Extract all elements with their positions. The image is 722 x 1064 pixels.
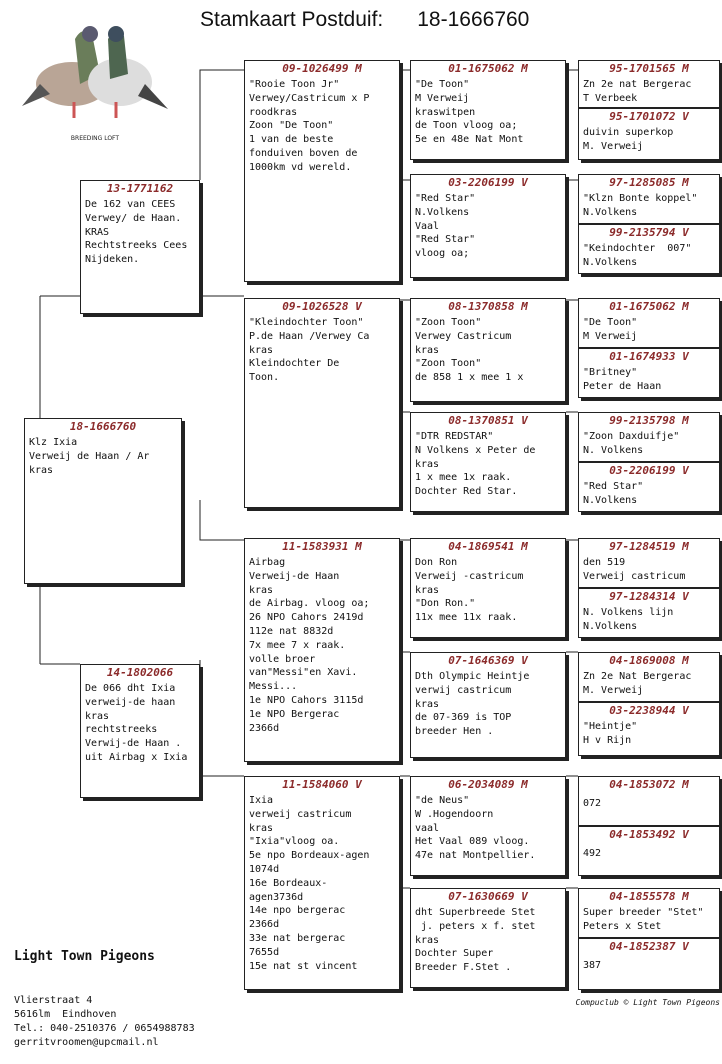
pigeon-info: "Rooie Toon Jr" Verwey/Castricum x P roodkras Zoon "De Toon" 1 van de beste fonduiven boven de 1000km vd wereld. [249, 79, 370, 173]
ring-number: 14-1802066 [106, 666, 174, 679]
pigeon-card-gen3-8 [410, 888, 566, 988]
pigeon-card-gen3-2 [410, 174, 566, 278]
pigeon-card-gen4-6 [578, 348, 720, 398]
breeder-address: Vlierstraat 4 5616lm Eindhoven Tel.: 040-2510376 / 0654988783 gerritvroomen@upcmail.nl [14, 995, 195, 1048]
ring-number: 04-1869541 M [448, 540, 528, 553]
pigeon-info: Klz Ixia Verweij de Haan / Ar kras [29, 437, 150, 476]
pigeon-info: De 066 dht Ixia verweij-de haan kras rechtstreeks Verwij-de Haan . uit Airbag x Ixia [85, 683, 188, 763]
ring-number: 07-1646369 V [448, 654, 528, 667]
ring-number: 04-1852387 V [609, 940, 689, 953]
pigeon-info: "Kleindochter Toon" P.de Haan /Verwey Ca kras Kleindochter De Toon. [249, 317, 370, 384]
ring-number: 95-1701565 M [609, 62, 689, 75]
ring-number: 11-1584060 V [282, 778, 362, 791]
pigeon-card-gen3-4 [410, 412, 566, 512]
pigeon-card-gen3-3 [410, 298, 566, 402]
pigeon-card-gen4-5 [578, 298, 720, 348]
ring-number: 08-1370851 V [448, 414, 528, 427]
ring-number: 09-1026528 V [282, 300, 362, 313]
pigeon-card-gen3-7 [410, 776, 566, 876]
ring-number: 04-1853072 M [609, 778, 689, 791]
breeder-name: Light Town Pigeons [14, 949, 155, 964]
ring-number: 03-2238944 V [609, 704, 689, 717]
pigeon-info: "Klzn Bonte koppel" N.Volkens [583, 193, 698, 218]
pigeon-info: "Red Star" N.Volkens Vaal "Red Star" vloog oa; [415, 193, 476, 260]
pigeon-card-gf-maternal [244, 538, 400, 762]
pigeon-card-gen4-14 [578, 826, 720, 876]
pigeon-card-gen4-11 [578, 652, 720, 702]
pigeon-card-gm-paternal [244, 298, 400, 508]
ring-number: 04-1855578 M [609, 890, 689, 903]
pigeon-info: Ixia verweij castricum kras "Ixia"vloog oa. 5e npo Bordeaux-agen 1074d 16e Bordeaux- agen3736d 14e npo bergerac 2366d 33e nat bergerac 7655d 15e nat st vincent [249, 795, 370, 972]
pigeon-info: "Red Star" N.Volkens [583, 481, 644, 506]
pigeon-info: "DTR REDSTAR" N Volkens x Peter de kras 1 x mee 1x raak. Dochter Red Star. [415, 431, 536, 498]
pigeon-info: "Keindochter 007" N.Volkens [583, 243, 692, 268]
pigeon-card-gen4-3 [578, 174, 720, 224]
ring-number: 97-1284314 V [609, 590, 689, 603]
ring-number: 07-1630669 V [448, 890, 528, 903]
pigeon-info: Airbag Verweij-de Haan kras de Airbag. vloog oa; 26 NPO Cahors 2419d 112e nat 8832d 7x mee 7 x raak. volle broer van"Messi"en Xavi. Messi... 1e NPO Cahors 3115d 1e NPO Bergerac 2366d [249, 557, 370, 734]
pigeon-info: duivin superkop M. Verweij [583, 127, 674, 152]
pigeon-card-father [80, 180, 200, 314]
pigeon-card-gen4-10 [578, 588, 720, 638]
title-ring-number: 18-1666760 [417, 8, 530, 31]
pigeon-info: 492 [583, 848, 602, 859]
ring-number: 08-1370858 M [448, 300, 528, 313]
pigeon-info: dht Superbreede Stet j. peters x f. stet kras Dochter Super Breeder F.Stet . [415, 907, 536, 974]
pigeon-info: "Zoon Toon" Verwey Castricum kras "Zoon Toon" de 858 1 x mee 1 x [415, 317, 524, 384]
pigeon-card-gen4-12 [578, 702, 720, 756]
logo-line3: BREEDING LOFT [70, 135, 120, 142]
pigeon-info: 387 [583, 960, 602, 971]
ring-number: 97-1285085 M [609, 176, 689, 189]
logo-line2: PIGEONS [81, 117, 109, 124]
software-credit: Compuclub © Light Town Pigeons [575, 998, 720, 1007]
pigeon-card-subject [24, 418, 182, 584]
pigeon-card-gen4-8 [578, 462, 720, 512]
ring-number: 01-1675062 M [609, 300, 689, 313]
title-label: Stamkaart Postduif: [200, 8, 384, 31]
ring-number: 04-1869008 M [609, 654, 689, 667]
ring-number: 03-2206199 V [448, 176, 528, 189]
pigeon-card-gen4-2 [578, 108, 720, 160]
pigeon-info: den 519 Verweij castricum [583, 557, 686, 582]
ring-number: 06-2034089 M [448, 778, 528, 791]
pigeon-info: "Britney" Peter de Haan [583, 367, 662, 392]
breeder-contact [14, 920, 195, 1064]
pigeon-card-gen4-16 [578, 938, 720, 990]
pigeon-card-gen4-1 [578, 60, 720, 108]
pigeon-card-gm-maternal [244, 776, 400, 990]
pigeon-card-gen3-1 [410, 60, 566, 160]
pigeon-card-gen4-4 [578, 224, 720, 274]
ring-number: 13-1771162 [106, 182, 174, 195]
ring-number: 09-1026499 M [282, 62, 362, 75]
pigeon-info: "Heintje" H v Rijn [583, 721, 638, 746]
line-p1-g1 [200, 70, 244, 180]
pigeon-info: "Zoon Daxduifje" N. Volkens [583, 431, 680, 456]
pigeon-info: Don Ron Verweij -castricum kras "Don Ron." 11x mee 11x raak. [415, 557, 524, 624]
pigeon-info: "De Toon" M Verweij kraswitpen de Toon vloog oa; 5e en 48e Nat Mont [415, 79, 524, 146]
pigeon-card-mother [80, 664, 200, 798]
ring-number: 01-1675062 M [448, 62, 528, 75]
pigeon-card-gen4-13 [578, 776, 720, 826]
pigeon-card-gen3-6 [410, 652, 566, 758]
pigeon-info: N. Volkens lijn N.Volkens [583, 607, 674, 632]
pigeon-card-gen4-15 [578, 888, 720, 938]
line-p2-g4 [200, 660, 244, 776]
ring-number: 01-1674933 V [609, 350, 689, 363]
ring-number: 99-2135794 V [609, 226, 689, 239]
ring-number: 18-1666760 [69, 420, 137, 433]
ring-number: 11-1583931 M [282, 540, 362, 553]
ring-number: 03-2206199 V [609, 464, 689, 477]
ring-number: 04-1853492 V [609, 828, 689, 841]
pigeon-info: "De Toon" M Verweij [583, 317, 638, 342]
pigeon-card-gf-paternal [244, 60, 400, 282]
pigeon-info: Zn 2e nat Bergerac T Verbeek [583, 79, 692, 104]
pigeon-card-gen3-5 [410, 538, 566, 638]
pigeon-info: "de Neus" W .Hogendoorn vaal Het Vaal 089 vloog. 47e nat Montpellier. [415, 795, 536, 862]
line-p2-g3 [200, 500, 244, 540]
pigeon-info: 072 [583, 798, 602, 809]
ring-number: 97-1284519 M [609, 540, 689, 553]
pigeon-card-gen4-9 [578, 538, 720, 588]
pigeon-info: Dth Olympic Heintje verwij castricum kras de 07-369 is TOP breeder Hen . [415, 671, 530, 738]
ring-number: 99-2135798 M [609, 414, 689, 427]
pigeon-card-gen4-7 [578, 412, 720, 462]
pigeon-info: Super breeder "Stet" Peters x Stet [583, 907, 704, 932]
logo-line1: LIGHT TOWN [75, 109, 115, 116]
pigeon-info: Zn 2e Nat Bergerac M. Verweij [583, 671, 692, 696]
pigeon-info: De 162 van CEES Verwey/ de Haan. KRAS Rechtstreeks Cees Nijdeken. [85, 199, 188, 266]
ring-number: 95-1701072 V [609, 110, 689, 123]
